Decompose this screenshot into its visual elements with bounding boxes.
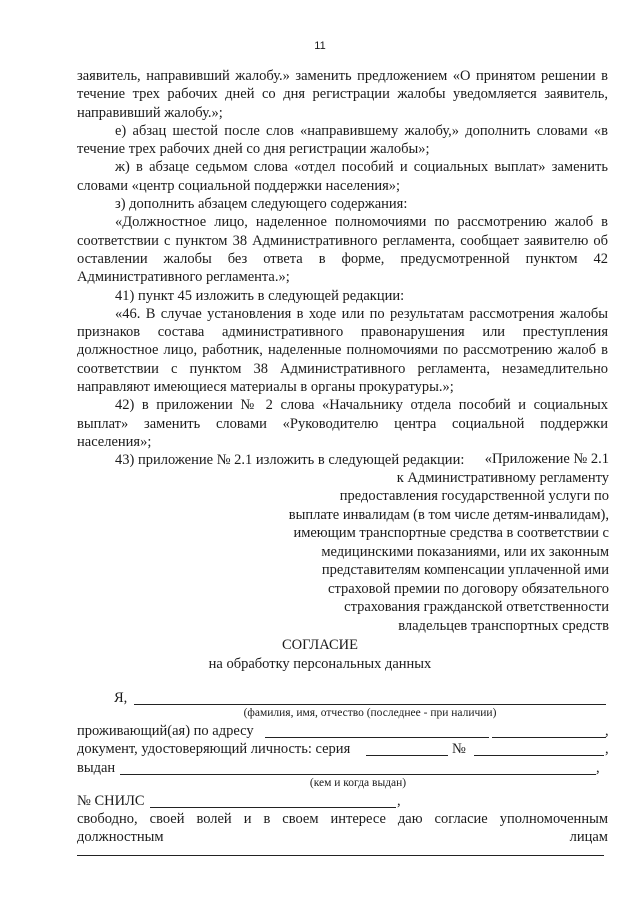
- document-comma: ,: [605, 741, 609, 757]
- appendix-line: выплате инвалидам (в том числе детям-инвалидам),: [288, 506, 609, 523]
- paragraph-1: заявитель, направивший жалобу.» заменить предложением «О принятом решении в течение трех рабочих дней со дня регистрации жалобы уведомляется заявитель, направивший жалобу.»;: [77, 68, 608, 121]
- i-label: Я,: [114, 690, 128, 706]
- appendix-line: «Приложение № 2.1: [484, 451, 609, 467]
- appendix-line: к Административному регламенту: [396, 469, 609, 486]
- appendix-line: предоставления государственной услуги по: [339, 488, 609, 504]
- number-label: №: [452, 741, 466, 757]
- appendix-line: страховой премии по договору обязательного: [328, 580, 609, 597]
- amendment-text: [77, 67, 608, 470]
- appendix-header: [260, 450, 609, 635]
- address-field[interactable]: [265, 737, 489, 738]
- paragraph-41: 41) пункт 45 изложить в следующей редакции:: [115, 287, 405, 304]
- appendix-line: владельцев транспортных средств: [398, 617, 609, 634]
- page-number: 11: [314, 40, 326, 52]
- officials-field[interactable]: [77, 855, 604, 856]
- form-subtitle: на обработку персональных данных: [208, 656, 432, 672]
- appendix-line: медицинскими показаниями, или их законным: [321, 543, 609, 560]
- consent-text: свободно, своей волей и в своем интересе даю согласие уполномоченным должностным лицам: [77, 811, 608, 845]
- paragraph-e: е) абзац шестой после слов «направившему жалобу,» дополнить словами «в течение трех рабочих дней со дня регистрации жалобы»;: [77, 122, 608, 158]
- document-series-field[interactable]: [366, 755, 448, 756]
- appendix-line: страхования гражданской ответственности: [344, 599, 609, 615]
- issued-label: выдан: [77, 760, 116, 776]
- address-field-2[interactable]: [492, 737, 606, 738]
- paragraph-zh: ж) в абзаце седьмом слова «отдел пособий и социальных выплат» заменить словами «центр социальной поддержки населения»;: [77, 159, 608, 194]
- snils-comma: ,: [397, 793, 401, 809]
- full-name-caption: (фамилия, имя, отчество (последнее - при наличии): [243, 707, 497, 719]
- paragraph-z: з) дополнить абзацем следующего содержания:: [115, 196, 408, 213]
- residing-label: проживающий(ая) по адресу: [77, 723, 254, 739]
- appendix-line: представителям компенсации уплаченной ими: [321, 562, 609, 578]
- paragraph-43: 43) приложение № 2.1 изложить в следующей редакции:: [115, 452, 465, 469]
- snils-field[interactable]: [150, 807, 396, 808]
- paragraph-official: «Должностное лицо, наделенное полномочиями по рассмотрению жалоб в соответствии с пунктом 38 Административного регламента, сообщает заявителю об оставлении жалобы без ответа в форме, предусмотренной пунктом 42 Административного регламента.»;: [77, 214, 608, 286]
- issued-caption: (кем и когда выдан): [309, 777, 407, 789]
- full-name-field[interactable]: [134, 704, 606, 705]
- issued-by-field[interactable]: [120, 774, 596, 775]
- document-number-field[interactable]: [474, 755, 604, 756]
- address-comma: ,: [605, 723, 609, 739]
- paragraph-42: 42) в приложении № 2 слова «Начальнику отдела пособий и социальных выплат» заменить словами «Руководителю центра социальной поддержки населения»;: [77, 397, 608, 450]
- document-label: документ, удостоверяющий личность: серия: [77, 741, 351, 757]
- snils-label: № СНИЛС: [77, 793, 145, 809]
- issued-comma: ,: [596, 760, 600, 776]
- appendix-line: имеющим транспортные средства в соответствии с: [293, 525, 609, 541]
- form-title: СОГЛАСИЕ: [281, 637, 359, 653]
- paragraph-46: «46. В случае установления в ходе или по результатам рассмотрения жалобы признаков состава административного правонарушения или преступления должностное лицо, работник, наделенные полномочиями по рассмотрению жалоб в соответствии с пунктом 38 Административного регламента, незамедлительно направляют имеющиеся материалы в органы прокуратуры.»;: [77, 305, 608, 396]
